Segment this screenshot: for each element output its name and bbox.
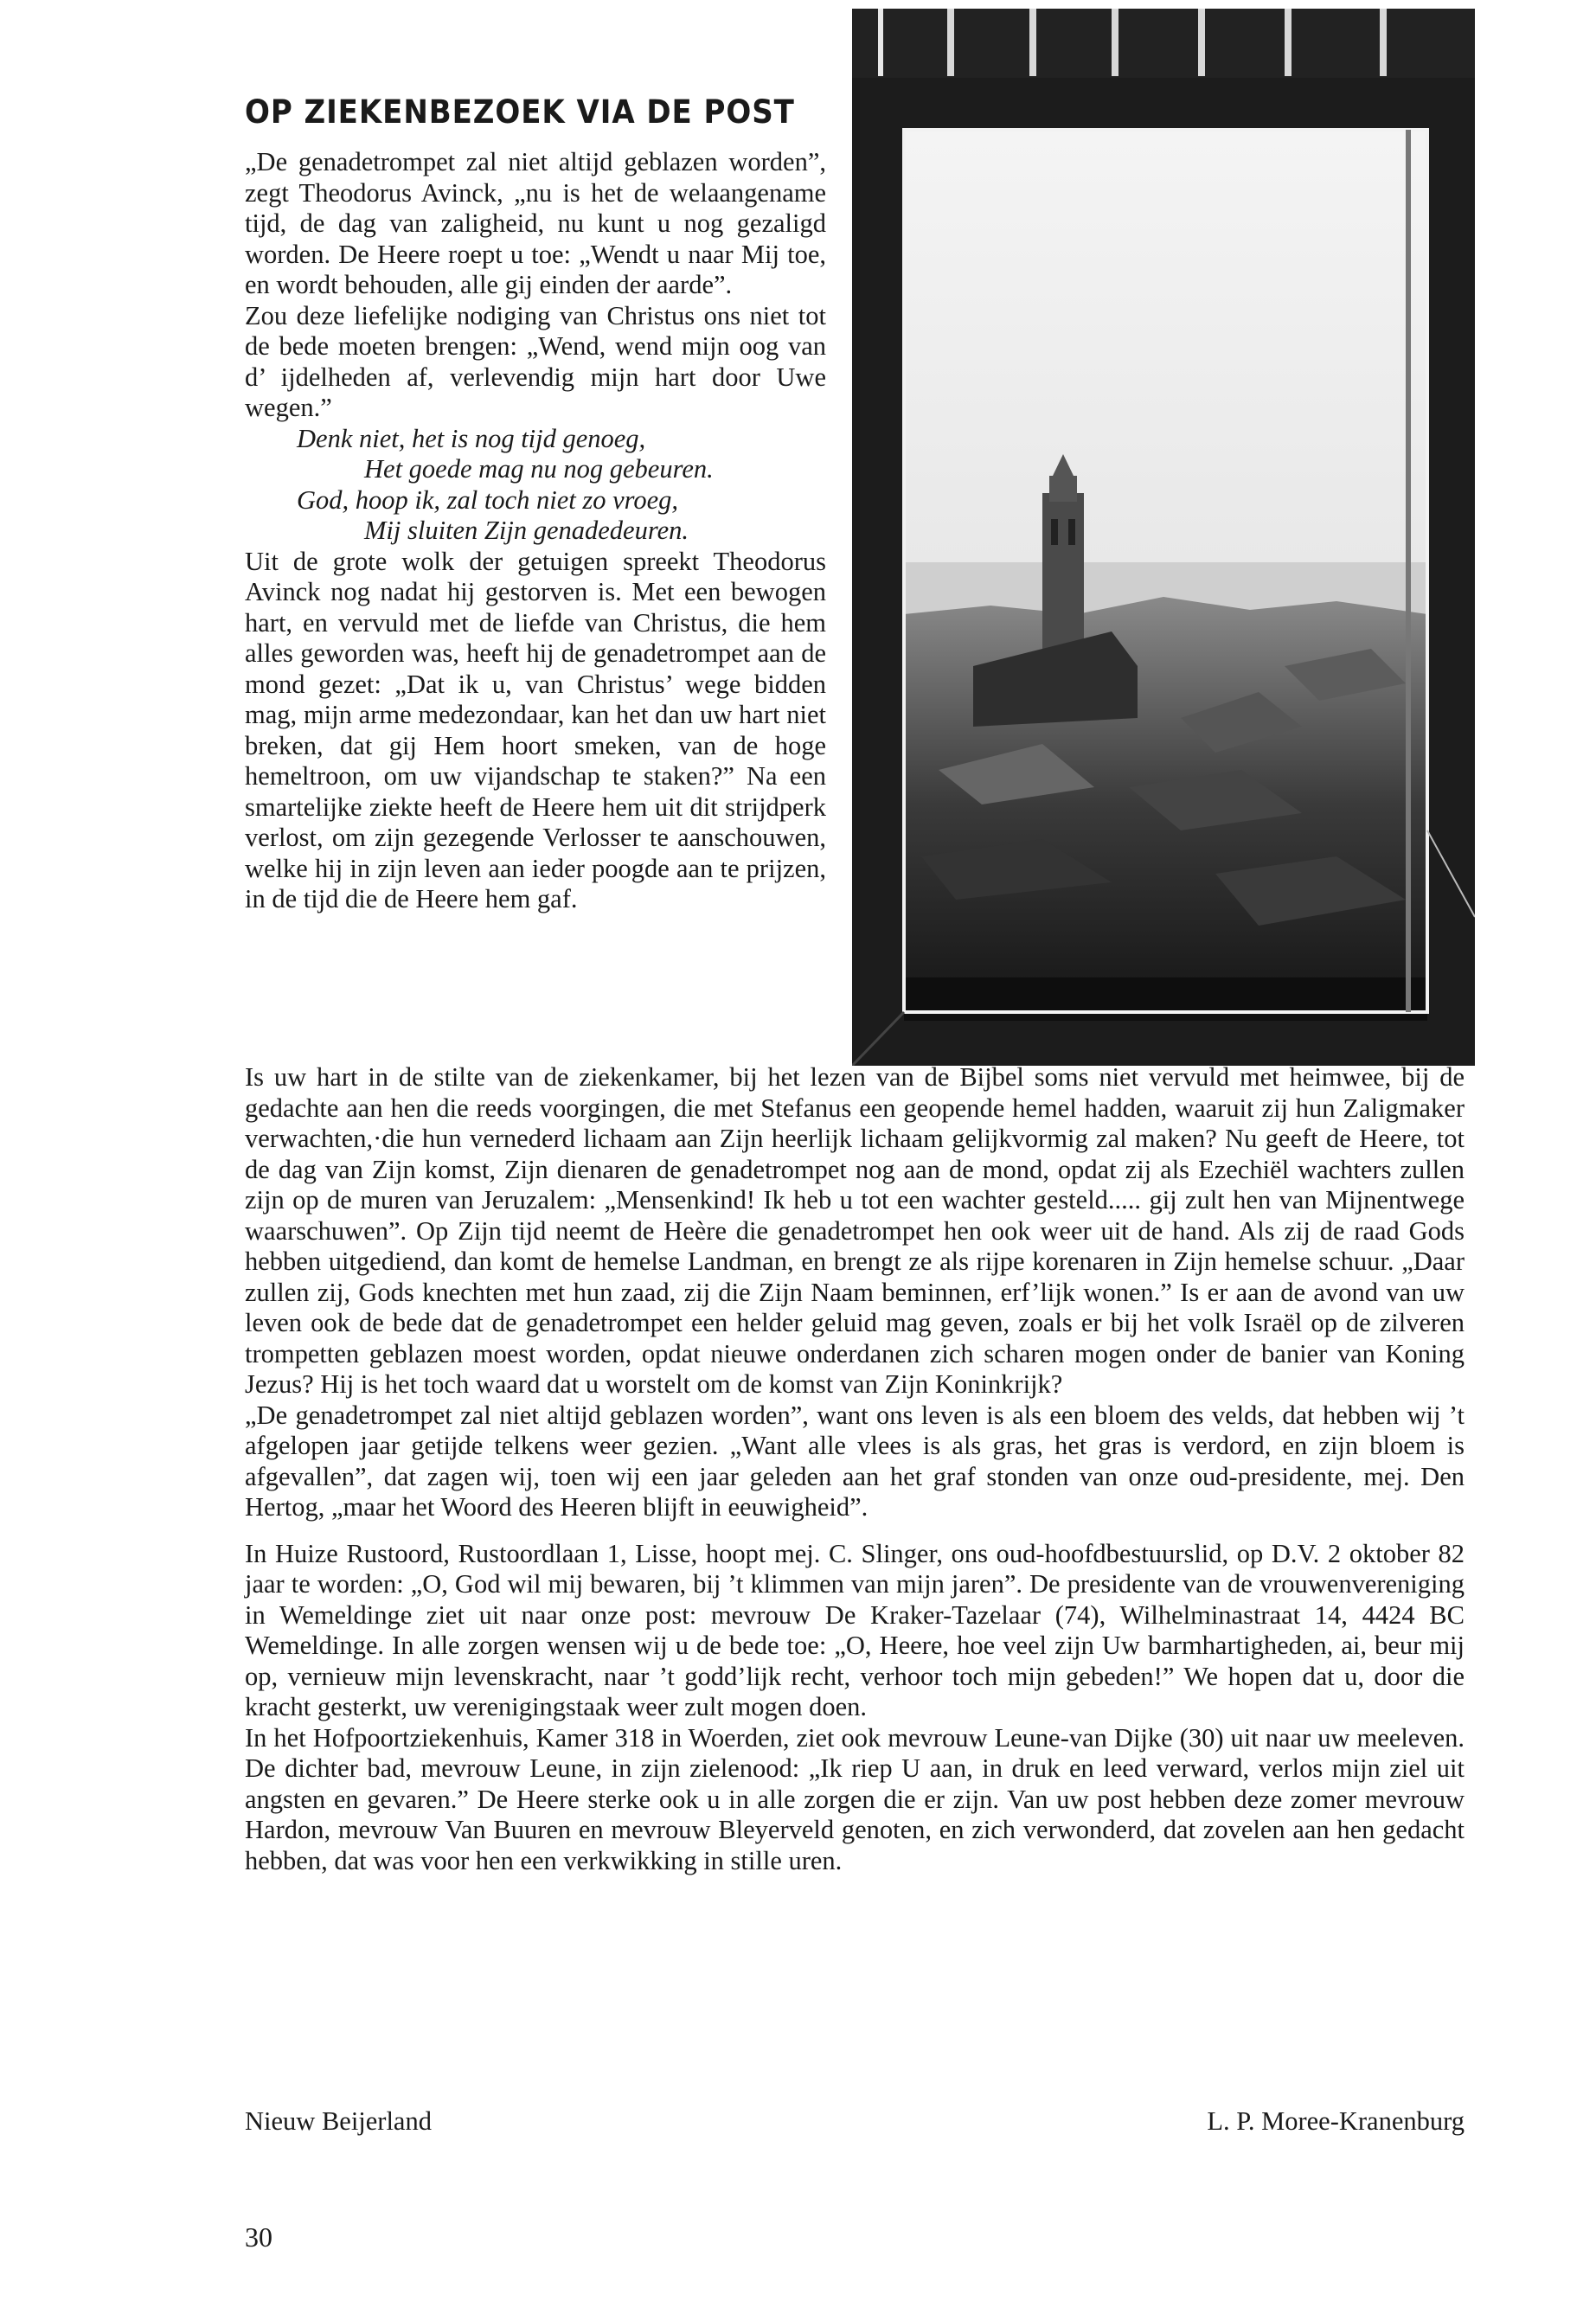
- paragraph-4: Is uw hart in de stilte van de ziekenkamer, bij het lezen van de Bijbel soms niet vervuld met heimwee, bij de gedachte aan hen die reeds voorgingen, die met Stefanus een geopende hemel hadden, waaruit zij hun Zaligmaker verwachten,·die hun vernederd lichaam aan Zijn heerlijk lichaam gelijkvormig zal maken? Nu geeft de Heere, tot de dag van Zijn komst, Zijn dienaren de genadetrompet nog aan de mond, opdat zij als Ezechiël wachters zullen zijn op de muren van Jeruzalem: „Mensenkind! Ik heb u tot een wachter gesteld..... gij zult hen van Mijnentwege waarschuwen”. Op Zijn tijd neemt de Heère die genadetrompet hen ook weer uit de hand. Als zij de raad Gods hebben uitgediend, dan komt de hemelse Landman, en brengt ze als rijpe korenaren in Zijn hemelse schuur. „Daar zullen zij, Gods knechten met hun zaad, zij die Zijn Naam beminnen, erf’lijk wonen.” Is er aan de avond van uw leven ook de bede dat de genadetrompet een helder geluid mag geven, zoals er bij het volk Israël op de zilveren trompetten geblazen moest worden, opdat nieuwe onderdanen zich scharen mogen onder de banier van Koning Jezus? Hij is het toch waard dat u worstelt om de komst van Zijn Koninkrijk?: [245, 1062, 1465, 1399]
- article-title: OP ZIEKENBEZOEK VIA DE POST: [245, 93, 795, 131]
- signoff: [245, 2106, 1465, 2137]
- paragraph-7: In het Hofpoortziekenhuis, Kamer 318 in Woerden, ziet ook mevrouw Leune-van Dijke (30) uit naar uw meeleven. De dichter bad, mevrouw Leune, in zijn zielenood: „Ik riep U aan, in druk en leed verward, verlos mijn ziel uit angsten en gevaren.” De Heere sterke ook u in alle zorgen die er zijn. Van uw post hebben deze zomer mevrouw Hardon, mevrouw Van Buuren en mevrouw Bleyerveld genoten, en zich verwonderd, dat zovelen aan hen gedacht hebben, dat was voor hen een verkwikking in stille uren.: [245, 1722, 1465, 1875]
- poem-line: God, hoop ik, zal toch niet zo vroeg,: [297, 484, 679, 515]
- poem-line: Mij sluiten Zijn genadedeuren.: [364, 516, 689, 545]
- place-name: Nieuw Beijerland: [245, 2106, 432, 2136]
- column-text: [245, 147, 826, 915]
- author-name: L. P. Moree-Kranenburg: [1207, 2106, 1465, 2136]
- paragraph-3: Uit de grote wolk der getuigen spreekt Theodorus Avinck nog nadat hij gestorven is. Met een bewogen hart, en vervuld met de liefde van Christus, die hem alles geworden was, heeft hij de genadetrompet aan de mond gezet: „Dat ik u, van Christus’ wege bidden mag, mijn arme medezondaar, kan het dan uw hart niet breken, dat gij Hem hoort smeken, van de hoge hemeltroon, om uw vijandschap te staken?” Na een smartelijke ziekte heeft de Heere hem uit dit strijdperk verlost, om zijn gezegende Verlosser te aanschouwen, welke hij in zijn leven aan ieder poogde aan te prijzen, in de tijd die de Heere hem gaf.: [245, 546, 826, 913]
- paragraph-6: In Huize Rustoord, Rustoordlaan 1, Lisse, hoopt mej. C. Slinger, ons oud-hoofdbestuurslid, op D.V. 2 oktober 82 jaar te worden: „O, God wil mij bewaren, bij ’t klimmen van mijn jaren”. De presidente van de vrouwenvereniging in Wemeldinge ziet uit naar onze post: mevrouw De Kraker-Tazelaar (74), Wilhelminastraat 14, 4424 BC Wemeldinge. In alle zorgen wensen wij u de bede toe: „O, Heere, hoe veel zijn Uw barmhartigheden, ai, beur mij op, vernieuw mijn levenskracht, naar ’t godd’lijk recht, verhoor toch mijn gebeden!” We hopen dat u, door die kracht gesterkt, uw verenigingstaak weer zult mogen doen.: [245, 1538, 1465, 1721]
- page-number: 30: [245, 2221, 272, 2253]
- poem: [245, 424, 826, 547]
- poem-line: Denk niet, het is nog tijd genoeg,: [297, 423, 646, 453]
- paragraph-5: „De genadetrompet zal niet altijd geblazen worden”, want ons leven is als een bloem des velds, dat hebben wij ’t afgelopen jaar getijde telkens weer gezien. „Want alle vlees is als gras, het gras is verdord, en zijn bloem is afgevallen”, dat zagen wij, toen wij een jaar geleden aan het graf stonden van onze oud-presidente, mej. Den Hertog, „maar het Woord des Heeren blijft in eeuwigheid”.: [245, 1400, 1465, 1522]
- poem-line: Het goede mag nu nog gebeuren.: [364, 454, 714, 484]
- main-text: [245, 1062, 1465, 1876]
- paragraph-1: „De genadetrompet zal niet altijd geblazen worden”, zegt Theodorus Avinck, „nu is het de welaangename tijd, de dag van zaligheid, nu kunt u nog gezaligd worden. De Heere roept u toe: „Wendt u naar Mij toe, en wordt behouden, alle gij einden der aarde”.: [245, 147, 826, 299]
- window-view-photo: [852, 9, 1475, 1066]
- paragraph-2: Zou deze liefelijke nodiging van Christus ons niet tot de bede moeten brengen: „Wend, wend mijn oog van d’ ijdelheden af, verlevendig mijn hart door Uwe wegen.”: [245, 300, 826, 422]
